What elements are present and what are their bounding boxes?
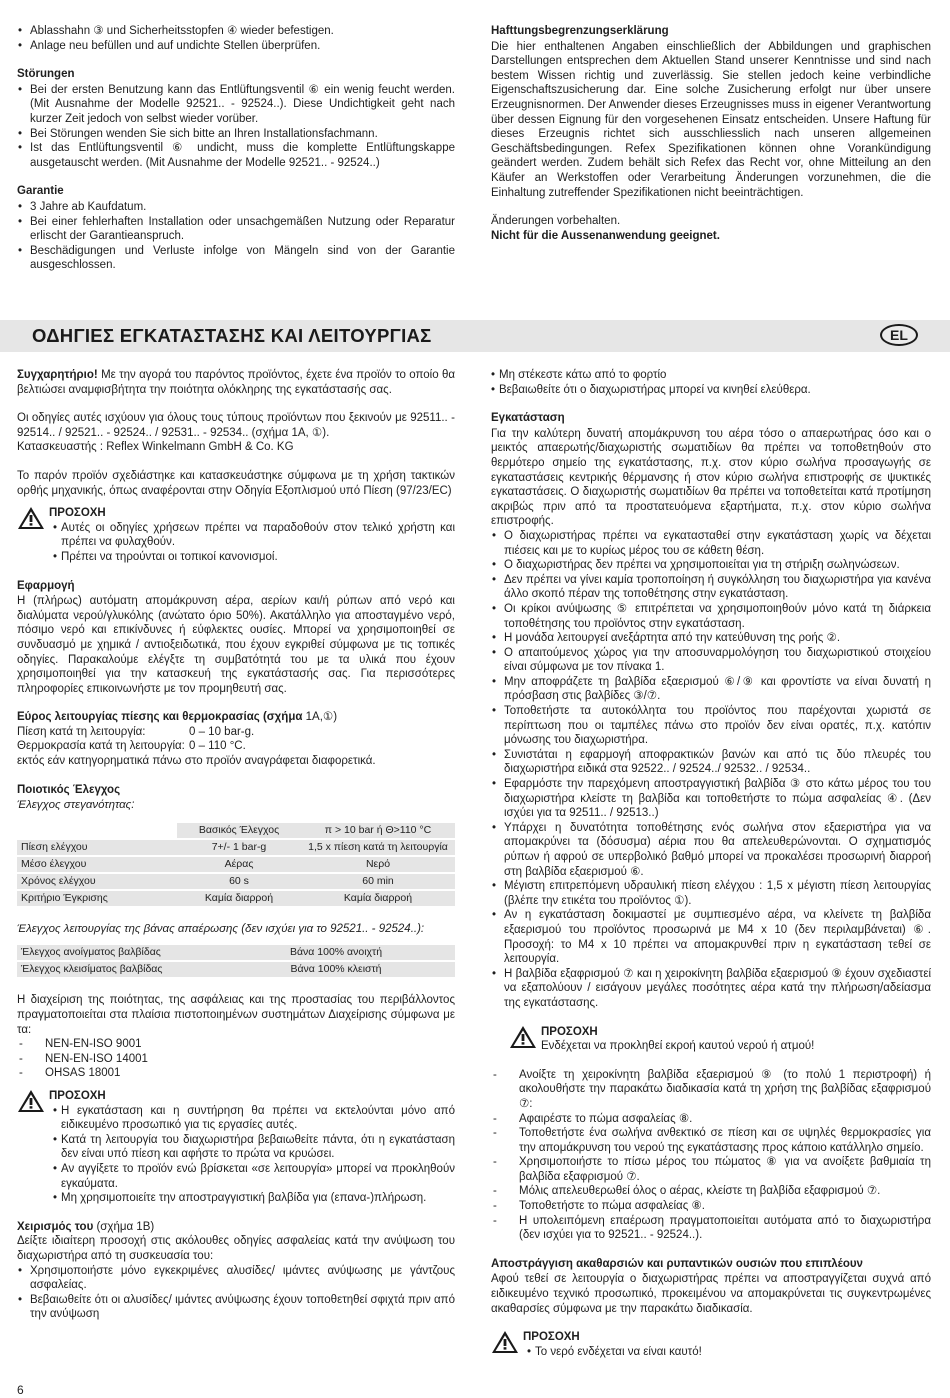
range-value: 0 – 10 bar-g. xyxy=(189,725,255,738)
warning-list xyxy=(49,521,455,565)
list-item: • Ο διαχωριστήρας πρέπει να εγκατασταθεί στην εγκατάσταση χωρίς να δέχεται πιέσεις και με το κυρίως μέρος του σε κάθετη θέση. xyxy=(491,529,931,558)
table-header-cell: Βασικός Έλεγχος xyxy=(177,823,301,839)
warning-box-2 xyxy=(17,1089,455,1206)
table-cell: Καμία διαρροή xyxy=(301,890,455,907)
list-item: • Η εγκατάσταση και η συντήρηση θα πρέπει να εκτελούνται μόνο από ειδικευμένο προσωπικό για τις εργασίες αυτές. xyxy=(53,1104,455,1133)
haftung-paragraph: Die hier enthaltenen Angaben einschließlich der Abbildungen und graphischen Darstellungen entsprechen dem Aktuellen Stand unserer Kenntnisse und sind nach bestem Wissen richtig und zuverlässig. Sie stellen jedoch keine verbindliche Eigenschaftszusicherung dar. Eine solche Zusicherung erfolgt nur über unsere Erzeugnisnormen. Der Anwender dieses Erzeugnisses muss in eigener Verantwortung über dessen Eignung für den vorgesehenen Einsatz entscheiden. Unsere Haftung für dieses Erzeugnis richtet sich ausschliesslich nach unseren allgemeinen Geschäftsbedingungen. Refex Spezifikationen können ohne Vorankündigung geändert werden. Zudem behält sich Refex das Recht vor, ohne Mitteilung an den Käufer an Werkstoffen oder Verarbeitung Änderungen vorzunehmen, die die Einhaltung zutreffender Spezifikationen nicht beeinträchtigen. xyxy=(491,40,931,199)
language-badge: EL xyxy=(880,324,918,346)
table-cell: 7+/- 1 bar-g xyxy=(177,839,301,856)
el-right-column xyxy=(491,368,931,1359)
list-item: • Ο απαιτούμενος χώρος για την αποσυναρμολόγηση του διαχωριστικού στοιχείου είναι σύμφωνα με τον πίνακα 1. xyxy=(491,646,931,675)
banner-title: ΟΔΗΓΙΕΣ ΕΓΚΑΤΑΣΤΑΣΗΣ ΚΑΙ ΛΕΙΤΟΥΡΓΙΑΣ xyxy=(32,325,432,346)
list-item: • Anlage neu befüllen und auf undichte Stellen überprüfen. xyxy=(17,39,455,54)
list-item: • Κατά τη λειτουργία του διαχωριστήρα βεβαιωθείτε πάντα, ότι η εγκατάσταση δεν είναι υπό πίεση και αφήστε το πρώτα να κρυώσει. xyxy=(53,1133,455,1162)
warning-title: ΠΡΟΣΟΧΗ xyxy=(49,507,106,520)
range-row xyxy=(17,725,455,740)
table-cell: Καμία διαρροή xyxy=(177,890,301,907)
table-cell: Χρόνος ελέγχου xyxy=(17,873,177,890)
de-top-bullets xyxy=(17,24,455,53)
list-item: • Βεβαιωθείτε ότι οι αλυσίδες/ ιμάντες ανύψωσης έχουν τοποθετηθεί σφιχτά πριν από την ανύψωση xyxy=(17,1293,455,1322)
list-item: • Ablasshahn ③ und Sicherheitsstopfen ④ wieder befestigen. xyxy=(17,24,455,39)
warning-triangle-icon xyxy=(17,506,49,535)
range-value: 0 – 110 °C. xyxy=(189,740,246,753)
list-item: • Δεν πρέπει να γίνει καμία τροποποίηση ή συγκόλληση του διαχωριστήρα για κανένα άλλο σκοπό πέραν της τοποθέτησης στην εγκατάσταση. xyxy=(491,573,931,602)
table-row xyxy=(17,890,455,907)
outdoor-note: Nicht für die Aussenanwendung geeignet. xyxy=(491,229,720,242)
list-item: • Το νερό ενδέχεται να είναι καυτό! xyxy=(527,1345,931,1360)
garantie-list xyxy=(17,200,455,273)
section-heading-stoerungen: Störungen xyxy=(17,68,75,81)
handling-heading-text: Χειρισμός του xyxy=(17,1220,94,1233)
list-item: • Μη χρησιμοποιείτε την αποστραγγιστική βαλβίδα για (επανα-)πλήρωση. xyxy=(53,1191,455,1206)
valve-subheading: Έλεγχος λειτουργίας της βάνας απαέρωσης (δεν ισχύει για το 92521.. - 92524..): xyxy=(17,922,425,935)
warning-title: ΠΡΟΣΟΧΗ xyxy=(541,1025,598,1038)
list-item: - Ανοίξτε τη χειροκίνητη βαλβίδα εξαερισμού ⑨ (το πολύ 1 περιστροφή) ή ακολουθήστε την παρακάτω διαδικασία κατά τη χρήση της βαλβίδας εξαφρισμού ⑦: xyxy=(491,1068,931,1112)
handling-list xyxy=(17,1264,455,1322)
table-cell: Κριτήριο Έγκρισης xyxy=(17,890,177,907)
list-item: • Μην αποφράζετε τη βαλβίδα εξαερισμού ⑥/⑨ και φροντίστε να είναι δυνατή η πρόσβαση στις βαλβίδες ③/⑦. xyxy=(491,675,931,704)
section-heading-efarmogi: Εφαρμογή xyxy=(17,579,75,592)
range-note: εκτός εάν κατηγορηματικά πάνω στο προϊόν αναγράφεται διαφορετικά. xyxy=(17,755,376,768)
table-row xyxy=(17,839,455,856)
table-row xyxy=(17,945,455,961)
page-number: 6 xyxy=(17,1383,24,1397)
section-banner xyxy=(0,320,950,352)
aenderungen-note: Änderungen vorbehalten. xyxy=(491,215,621,228)
qm-paragraph: Η διαχείριση της ποιότητας, της ασφάλειας και της προστασίας του περιβάλλοντος πραγματοποιείται στα πλαίσια πιστοποιημένων συστημάτων Διαχείρισης σύμφωνα με τα: xyxy=(17,994,455,1036)
section-heading-quality: Ποιοτικός Έλεγχος xyxy=(17,783,121,796)
list-item: - Χρησιμοποιήστε το πίσω μέρος του πώματος ⑧ για να ανοίξετε βαθμιαία τη βαλβίδα εξαφρισμού ⑦. xyxy=(491,1155,931,1184)
list-item: • Αν η εγκατάσταση δοκιμαστεί με συμπιεσμένο αέρα, να κλείνετε τη βαλβίδα εξαερισμού του προϊόντος προσωρινά με M4 x 10 (δεν περιλαμβάνεται) ⑥. Προσοχή: το M4 x 10 πρέπει να απομακρυνθεί πριν η εγκατάσταση τεθεί σε λειτουργία. xyxy=(491,908,931,966)
de-right-column xyxy=(491,24,931,243)
table-cell: Βάνα 100% κλειστή xyxy=(217,961,455,978)
intro-text: Με την αγορά του παρόντος προϊόντος, έχετε ένα προϊόν το οποίο θα βελτιώσει αναμφισβήτητα την ποιότητα ολόκληρης της εγκατάστασής σας. xyxy=(17,369,455,396)
table-cell: Πίεση ελέγχου xyxy=(17,839,177,856)
list-item: • Beschädigungen und Verluste infolge von Mängeln sind von der Garantie ausgeschlossen. xyxy=(17,244,455,273)
table-row xyxy=(17,856,455,873)
list-item: • Εφαρμόστε την παρεχόμενη αποστραγγιστική βαλβίδα ③ στο κάτω μέρος του του διαχωριστήρα κλείστε τη βαλβίδα και τοποθετήστε το πώμα ασφαλείας ④. (Δεν ισχύει για τα 92511.. / 92513..) xyxy=(491,777,931,821)
list-item: • Μη στέκεστε κάτω από το φορτίο xyxy=(491,368,931,383)
table-cell: Έλεγχος κλεισίματος βαλβίδας xyxy=(17,961,217,978)
section-heading-handling xyxy=(17,1220,455,1235)
list-item: • Ο διαχωριστήρας δεν πρέπει να χρησιμοποιείται για τη στήριξη σωληνώσεων. xyxy=(491,558,931,573)
handling-paragraph: Δείξτε ιδιαίτερη προσοχή στις ακόλουθες οδηγίες ασφαλείας κατά την ανύψωση του διαχωριστήρα από τη συσκευασία του: xyxy=(17,1235,455,1262)
list-item: • Βεβαιωθείτε ότι ο διαχωριστήρας μπορεί να κινηθεί ελεύθερα. xyxy=(491,383,931,398)
list-item: • Αυτές οι οδηγίες χρήσεων πρέπει να παραδοθούν στον τελικό χρήστη και πρέπει να φυλαχθούν. xyxy=(53,521,455,550)
qm-list xyxy=(17,1037,455,1081)
table-header-row xyxy=(17,823,455,839)
el-left-column xyxy=(17,368,455,1322)
table-cell: Νερό xyxy=(301,856,455,873)
range-label: Πίεση κατά τη λειτουργία: xyxy=(17,725,146,738)
warning-list xyxy=(523,1345,931,1360)
quality-table xyxy=(17,823,455,908)
stoerungen-list xyxy=(17,83,455,171)
list-item: - Τοποθετήστε το πώμα ασφαλείας ⑧. xyxy=(491,1199,931,1214)
list-item: • Πρέπει να τηρούνται οι τοπικοί κανονισμοί. xyxy=(53,550,455,565)
table-cell: 60 s xyxy=(177,873,301,890)
intro-bold: Συγχαρητήριο! xyxy=(17,369,98,381)
warning-text: Ενδέχεται να προκληθεί εκροή καυτού νερού ή ατμού! xyxy=(541,1040,815,1053)
range-heading-text: Εύρος λειτουργίας πίεσης και θερμοκρασίας (σχήμα xyxy=(17,711,303,724)
warning-triangle-icon xyxy=(17,1089,49,1118)
install-paragraph: Για την καλύτερη δυνατή απομάκρυνση του αέρα τόσο ο απαερωτήρας όσο και ο μεικτός απαερωτής/διαχωριστής σωματιδίων θα πρέπει να τοποθετηθούν στο θερμότερο σημείο της εγκατάστασης, π.χ. στον κύριο σωλήνα προσαγωγής σε εγκαταστάσεις κεντρικής θέρμανσης ή στον κύριο σωλήνα επιστροφής σε ψυκτικές εγκαταστάσεις. Ο διαχωριστής σωματιδίων θα πρέπει να τοποθετείται κατά προτίμηση ακριβώς πριν από τα προστατευόμενα εξαρτήματα, π.χ. στον κύριο σωλήνα επιστροφής. xyxy=(491,427,931,528)
list-item: • Χρησιμοποιήστε μόνο εγκεκριμένες αλυσίδες/ ιμάντες ανύψωσης με γάντζους ασφαλείας. xyxy=(17,1264,455,1293)
manufacturer-line: Κατασκευαστής : Reflex Winkelmann GmbH & Co. KG xyxy=(17,441,294,454)
intro-paragraph xyxy=(17,368,455,397)
valve-table xyxy=(17,945,455,979)
list-item: • Bei der ersten Benutzung kann das Entlüftungsventil ⑥ ein wenig feucht werden. (Mit Ausnahme der Modelle 92521.. - 92524..). Diese Undichtigkeit geht nach kurzer Zeit jedoch von selbst wieder vorüber. xyxy=(17,83,455,127)
range-heading-ref: 1A,①) xyxy=(302,711,338,724)
section-heading-install: Εγκατάσταση xyxy=(491,412,565,425)
list-item: - OHSAS 18001 xyxy=(17,1066,455,1081)
efarmogi-paragraph: Η (πλήρως) αυτόματη απομάκρυνση αέρα, αερίων και/ή ρύπων από νερό και διαλύματα νερού/γλυκόλης (ανώτατο όριο 50%). Ακατάλληλο για αποσταγμένο νερό, πόσιμο νερό και επικίνδυνες ή εύφλεκτες ουσίες. Μπορεί να χρησιμοποιηθεί σε συνδυασμό με χημικά / αντιοξειδωτικά, που έχουν εγκριθεί σύμφωνα με τις τοπικές οδηγίες. Παρακαλούμε ελέγξτε τη συμβατότητά του με τα υλικά που έχουν χρησιμοποιηθεί για την κατασκευή της εγκατάστασής σας. Για περισσότερες πληροφορίες επικοινωνήστε με τον προμηθευτή σας. xyxy=(17,595,455,695)
warning-title: ΠΡΟΣΟΧΗ xyxy=(523,1331,580,1344)
list-item: • Αν αγγίξετε το προϊόν ενώ βρίσκεται «σε λειτουργία» μπορεί να προκληθούν εγκαύματα. xyxy=(53,1162,455,1191)
applies-paragraph: Οι οδηγίες αυτές ισχύουν για όλους τους τύπους προϊόντων που ξεκινούν με 92511.. - 92514.. / 92521.. - 92524.. / 92531.. - 92534.. (σχήμα 1A, ①). xyxy=(17,412,455,439)
table-cell: Μέσο έλεγχου xyxy=(17,856,177,873)
list-item: - Η υπολειπόμενη επαέρωση πραγματοποιείται αυτόματα από το διαχωριστήρα (δεν ισχύει για το 92521.. - 92524..). xyxy=(491,1214,931,1243)
de-left-column xyxy=(17,24,455,273)
right-top-list xyxy=(491,368,931,397)
list-item: • Bei Störungen wenden Sie sich bitte an Ihren Installationsfachmann. xyxy=(17,127,455,142)
range-row xyxy=(17,739,455,754)
warning-box-1 xyxy=(17,506,455,564)
design-paragraph: Το παρόν προϊόν σχεδιάστηκε και κατασκευάστηκε σύμφωνα με τη χρήση τακτικών ορθής μηχανικής, όπως αναφέρονται στην Οδηγία Εξοπλισμού υπό Πίεση (97/23/EC) xyxy=(17,469,455,497)
list-item: • Bei einer fehlerhaften Installation oder unsachgemäßen Nutzung oder Reparatur erlischt der Garantieanspruch. xyxy=(17,215,455,244)
list-item: • 3 Jahre ab Kaufdatum. xyxy=(17,200,455,215)
list-item: • Ist das Entlüftungsventil ⑥ undicht, muss die komplette Entlüftungskappe ausgetauscht werden. (Mit Ausnahme der Modelle 92521.. - 92524..) xyxy=(17,141,455,170)
warning-triangle-icon xyxy=(509,1025,541,1054)
warning-list xyxy=(49,1104,455,1206)
range-label: Θερμοκρασία κατά τη λειτουργία: xyxy=(17,740,185,753)
table-cell: Αέρας xyxy=(177,856,301,873)
list-item: - NEN-EN-ISO 9001 xyxy=(17,1037,455,1052)
list-item: - Τοποθετήστε ένα σωλήνα ανθεκτικό σε πίεση και σε υψηλές θερμοκρασίες για την απομάκρυνση του νερού της εγκατάστασης προς κάποιο κατάλληλο σημείο. xyxy=(491,1126,931,1155)
table-row xyxy=(17,873,455,890)
quality-subheading: Έλεγχος στεγανότητας: xyxy=(17,799,135,812)
list-item: • Η βαλβίδα εξαφρισμού ⑦ και η χειροκίνητη βαλβίδα εξαερισμού ⑨ έχουν σχεδιαστεί να εξαπολύουν / εισάγουν μεγάλες ποσότητες αέρα κατά την πλήρωση/αδείασμα της εγκατάστασης. xyxy=(491,967,931,1011)
table-header-cell: π > 10 bar ή Θ>110 °C xyxy=(301,823,455,839)
section-heading-range xyxy=(17,710,455,725)
list-item: • Οι κρίκοι ανύψωσης ⑤ επιτρέπεται να χρησιμοποιηθούν μόνο κατά τη διάρκεια τοποθέτησης του προϊόντος στην εγκατάσταση. xyxy=(491,602,931,631)
list-item: • Μέγιστη επιτρεπόμενη υδραυλική πίεση ελέγχου : 1,5 x μέγιστη πίεση λειτουργίας (βλέπε την ετικέτα του προϊόντος ①). xyxy=(491,879,931,908)
warning-box-4 xyxy=(491,1330,931,1359)
drain-list xyxy=(491,1068,931,1243)
list-item: • Υπάρχει η δυνατότητα τοποθέτησης ενός σωλήνα στον εξαεριστήρα για να απομακρύνει τα (δόσυσμα) αέρια που θα απελευθερώνονται. Ο σχηματισμός ρύπων ή αφρού σε υπερβολικό βαθμό μπορεί να προκαλέσει προσωρινή διαρροή στη βαλβίδα εξαερισμού ⑥. xyxy=(491,821,931,879)
list-item: - NEN-EN-ISO 14001 xyxy=(17,1052,455,1067)
handling-heading-ref: (σχήμα 1B) xyxy=(93,1220,155,1233)
table-cell: Έλεγχος ανοίγματος βαλβίδας xyxy=(17,945,217,961)
list-item: - Αφαιρέστε το πώμα ασφαλείας ⑧. xyxy=(491,1112,931,1127)
list-item: • Η μονάδα λειτουργεί ανεξάρτητα από την κατεύθυνση της ροής ②. xyxy=(491,631,931,646)
table-cell: 1,5 x πίεση κατά τη λειτουργία xyxy=(301,839,455,856)
warning-triangle-icon xyxy=(491,1330,523,1359)
disposal-paragraph: Αφού τεθεί σε λειτουργία ο διαχωριστήρας πρέπει να αποστραγγίζεται συχνά από ειδικευμένο τεχνικό προσωπικό, προκειμένου να απομακρύνεται τις συγκεντρωμένες ακαθαρσίες σύμφωνα με την παρακάτω διαδικασία. xyxy=(491,1273,931,1315)
list-item: • Συνιστάται η εφαρμογή αποφρακτικών βανών και από τις δύο πλευρές του διαχωριστήρα ειδικά στα 92522.. / 92524../ 92532.. / 92534.. xyxy=(491,748,931,777)
section-heading-disposal: Αποστράγγιση ακαθαρσιών και ρυπαντικών ουσιών που επιπλέουν xyxy=(491,1257,863,1270)
list-item: - Μόλις απελευθερωθεί όλος ο αέρας, κλείστε τη βαλβίδα εξαφρισμού ⑦. xyxy=(491,1184,931,1199)
warning-box-3 xyxy=(491,1025,931,1054)
table-cell: Βάνα 100% ανοιχτή xyxy=(217,945,455,961)
section-heading-haftung: Hafttungsbegrenzungserklärung xyxy=(491,25,669,37)
table-cell: 60 min xyxy=(301,873,455,890)
list-item: • Τοποθετήστε τα αυτοκόλλητα του προϊόντος που παρέχονται χωριστά σε περίπτωση που οι ταμπέλες πάνω στο προϊόν δεν είναι ορατές, π.χ. κατόπιν μόνωσης του διαχωριστήρα. xyxy=(491,704,931,748)
warning-title: ΠΡΟΣΟΧΗ xyxy=(49,1090,106,1102)
section-heading-garantie: Garantie xyxy=(17,185,64,198)
install-list xyxy=(491,529,931,1011)
table-row xyxy=(17,961,455,978)
